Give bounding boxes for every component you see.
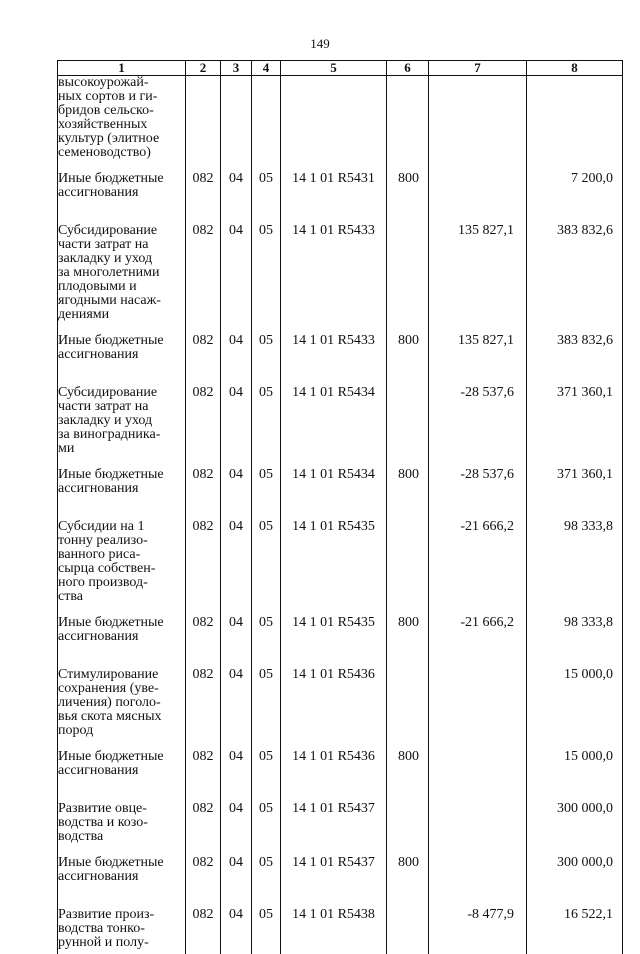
cell-col-5: 14 1 01 R5438 bbox=[281, 908, 387, 954]
cell-col-3 bbox=[221, 76, 252, 173]
cell-col-8: 7 200,0 bbox=[527, 172, 623, 224]
row-name-line: водства и козо- bbox=[58, 815, 148, 830]
cell-col-6 bbox=[387, 76, 429, 173]
cell-col-4: 05 bbox=[252, 172, 281, 224]
table-row bbox=[58, 224, 623, 334]
cell-col-8: 98 333,8 bbox=[527, 520, 623, 616]
row-name-line: ми bbox=[58, 441, 75, 456]
cell-col-5: 14 1 01 R5431 bbox=[281, 172, 387, 224]
row-name-line: ассигнования bbox=[58, 869, 139, 884]
row-name-line: Субсидирование bbox=[58, 223, 158, 238]
col-header-3: 3 bbox=[221, 61, 252, 76]
cell-col-3: 04 bbox=[221, 468, 252, 520]
cell-col-6: 800 bbox=[387, 468, 429, 520]
cell-col-5 bbox=[281, 76, 387, 173]
cell-col-4: 05 bbox=[252, 750, 281, 802]
table-row bbox=[58, 856, 623, 908]
cell-col-2: 082 bbox=[186, 172, 221, 224]
row-name-line: водства bbox=[58, 829, 104, 844]
cell-col-8: 16 522,1 bbox=[527, 908, 623, 954]
cell-col-3: 04 bbox=[221, 908, 252, 954]
col-header-8: 8 bbox=[527, 61, 623, 76]
cell-col-7: 135 827,1 bbox=[429, 334, 527, 386]
row-name-line: части затрат на bbox=[58, 399, 149, 414]
row-name-line: Стимулирование bbox=[58, 667, 159, 682]
cell-col-6: 800 bbox=[387, 856, 429, 908]
row-name-cell bbox=[58, 802, 186, 856]
table-row bbox=[58, 750, 623, 802]
row-name-line: Субсидии на 1 bbox=[58, 519, 145, 534]
cell-col-5: 14 1 01 R5437 bbox=[281, 802, 387, 856]
row-name-line: культур (элитное bbox=[58, 131, 160, 146]
cell-col-4: 05 bbox=[252, 802, 281, 856]
cell-col-3: 04 bbox=[221, 334, 252, 386]
col-header-1: 1 bbox=[58, 61, 186, 76]
cell-col-5: 14 1 01 R5435 bbox=[281, 616, 387, 668]
cell-col-3: 04 bbox=[221, 224, 252, 334]
cell-col-8: 371 360,1 bbox=[527, 386, 623, 468]
table-row bbox=[58, 386, 623, 468]
row-name-line: за многолетними bbox=[58, 265, 160, 280]
row-name-line: части затрат на bbox=[58, 237, 149, 252]
cell-col-7: -28 537,6 bbox=[429, 468, 527, 520]
cell-col-4: 05 bbox=[252, 856, 281, 908]
cell-col-5: 14 1 01 R5434 bbox=[281, 468, 387, 520]
cell-col-3: 04 bbox=[221, 616, 252, 668]
cell-col-2: 082 bbox=[186, 802, 221, 856]
cell-col-5: 14 1 01 R5433 bbox=[281, 334, 387, 386]
cell-col-3: 04 bbox=[221, 802, 252, 856]
row-name-line: Иные бюджетные bbox=[58, 333, 164, 348]
row-name-line: водства тонко- bbox=[58, 921, 145, 936]
row-name-cell bbox=[58, 172, 186, 224]
table-row bbox=[58, 468, 623, 520]
row-name-cell bbox=[58, 386, 186, 468]
row-name-cell bbox=[58, 334, 186, 386]
cell-col-2: 082 bbox=[186, 520, 221, 616]
row-name-line: ства bbox=[58, 589, 83, 604]
row-name-line: сырца собствен- bbox=[58, 561, 156, 576]
cell-col-7: -28 537,6 bbox=[429, 386, 527, 468]
cell-col-6: 800 bbox=[387, 750, 429, 802]
cell-col-7: -8 477,9 bbox=[429, 908, 527, 954]
cell-col-6 bbox=[387, 668, 429, 750]
cell-col-4: 05 bbox=[252, 468, 281, 520]
row-name-line: Субсидирование bbox=[58, 385, 158, 400]
row-name-line: ассигнования bbox=[58, 347, 139, 362]
cell-col-5: 14 1 01 R5435 bbox=[281, 520, 387, 616]
row-name-line: пород bbox=[58, 723, 94, 738]
table-row bbox=[58, 616, 623, 668]
table-row bbox=[58, 334, 623, 386]
table-row bbox=[58, 802, 623, 856]
row-name-cell bbox=[58, 520, 186, 616]
cell-col-8 bbox=[527, 76, 623, 173]
cell-col-8: 15 000,0 bbox=[527, 750, 623, 802]
row-name-line: ного производ- bbox=[58, 575, 148, 590]
cell-col-3: 04 bbox=[221, 172, 252, 224]
cell-col-2: 082 bbox=[186, 334, 221, 386]
table-row bbox=[58, 668, 623, 750]
row-name-line: ванного риса- bbox=[58, 547, 141, 562]
row-name-cell bbox=[58, 616, 186, 668]
cell-col-6 bbox=[387, 908, 429, 954]
cell-col-4: 05 bbox=[252, 908, 281, 954]
row-name-line: за виноградника- bbox=[58, 427, 161, 442]
cell-col-5: 14 1 01 R5434 bbox=[281, 386, 387, 468]
row-name-cell bbox=[58, 76, 186, 173]
cell-col-6: 800 bbox=[387, 172, 429, 224]
cell-col-4: 05 bbox=[252, 616, 281, 668]
row-name-line: ассигнования bbox=[58, 763, 139, 778]
cell-col-7 bbox=[429, 750, 527, 802]
cell-col-4 bbox=[252, 76, 281, 173]
col-header-4: 4 bbox=[252, 61, 281, 76]
cell-col-5: 14 1 01 R5437 bbox=[281, 856, 387, 908]
cell-col-3: 04 bbox=[221, 856, 252, 908]
row-name-line: Иные бюджетные bbox=[58, 171, 164, 186]
row-name-line: закладку и уход bbox=[58, 251, 153, 266]
row-name-line: ассигнования bbox=[58, 481, 139, 496]
cell-col-8: 98 333,8 bbox=[527, 616, 623, 668]
row-name-line: ных сортов и ги- bbox=[58, 89, 158, 104]
cell-col-2: 082 bbox=[186, 856, 221, 908]
budget-table bbox=[57, 60, 623, 954]
col-header-2: 2 bbox=[186, 61, 221, 76]
cell-col-7 bbox=[429, 172, 527, 224]
cell-col-7: -21 666,2 bbox=[429, 520, 527, 616]
row-name-line: Иные бюджетные bbox=[58, 749, 164, 764]
row-name-line: бридов сельско- bbox=[58, 103, 154, 118]
cell-col-7 bbox=[429, 668, 527, 750]
cell-col-7: -21 666,2 bbox=[429, 616, 527, 668]
table-row bbox=[58, 908, 623, 954]
cell-col-7 bbox=[429, 76, 527, 173]
col-header-5: 5 bbox=[281, 61, 387, 76]
row-name-cell bbox=[58, 908, 186, 954]
cell-col-6 bbox=[387, 520, 429, 616]
cell-col-4: 05 bbox=[252, 520, 281, 616]
cell-col-8: 383 832,6 bbox=[527, 334, 623, 386]
col-header-7: 7 bbox=[429, 61, 527, 76]
row-name-line: дениями bbox=[58, 307, 110, 322]
cell-col-2: 082 bbox=[186, 750, 221, 802]
cell-col-4: 05 bbox=[252, 668, 281, 750]
row-name-line: плодовыми и bbox=[58, 279, 137, 294]
cell-col-7 bbox=[429, 856, 527, 908]
table-row bbox=[58, 172, 623, 224]
cell-col-2 bbox=[186, 76, 221, 173]
row-name-cell bbox=[58, 856, 186, 908]
row-name-line: Иные бюджетные bbox=[58, 615, 164, 630]
header-row bbox=[58, 61, 623, 76]
row-name-line: тонну реализо- bbox=[58, 533, 148, 548]
row-name-line: семеноводство) bbox=[58, 145, 151, 160]
cell-col-2: 082 bbox=[186, 224, 221, 334]
row-name-line: личения) поголо- bbox=[58, 695, 161, 710]
cell-col-3: 04 bbox=[221, 668, 252, 750]
cell-col-8: 300 000,0 bbox=[527, 856, 623, 908]
cell-col-7 bbox=[429, 802, 527, 856]
cell-col-4: 05 bbox=[252, 386, 281, 468]
cell-col-4: 05 bbox=[252, 334, 281, 386]
row-name-line: ассигнования bbox=[58, 629, 139, 644]
cell-col-5: 14 1 01 R5436 bbox=[281, 750, 387, 802]
cell-col-2: 082 bbox=[186, 908, 221, 954]
cell-col-2: 082 bbox=[186, 668, 221, 750]
row-name-line: Иные бюджетные bbox=[58, 467, 164, 482]
row-name-cell bbox=[58, 668, 186, 750]
table-row bbox=[58, 520, 623, 616]
row-name-line: закладку и уход bbox=[58, 413, 153, 428]
cell-col-8: 371 360,1 bbox=[527, 468, 623, 520]
cell-col-4: 05 bbox=[252, 224, 281, 334]
row-name-line: рунной и полу- bbox=[58, 935, 149, 950]
cell-col-7: 135 827,1 bbox=[429, 224, 527, 334]
cell-col-6 bbox=[387, 802, 429, 856]
cell-col-8: 383 832,6 bbox=[527, 224, 623, 334]
cell-col-3: 04 bbox=[221, 750, 252, 802]
row-name-line: высокоурожай- bbox=[58, 75, 149, 90]
cell-col-5: 14 1 01 R5436 bbox=[281, 668, 387, 750]
table-row bbox=[58, 76, 623, 173]
row-name-line: сохранения (уве- bbox=[58, 681, 159, 696]
cell-col-2: 082 bbox=[186, 386, 221, 468]
cell-col-3: 04 bbox=[221, 520, 252, 616]
page-number: 149 bbox=[310, 36, 330, 51]
row-name-line: Развитие овце- bbox=[58, 801, 147, 816]
cell-col-2: 082 bbox=[186, 468, 221, 520]
row-name-line: хозяйственных bbox=[58, 117, 148, 132]
cell-col-8: 300 000,0 bbox=[527, 802, 623, 856]
row-name-line: вья скота мясных bbox=[58, 709, 162, 724]
cell-col-6 bbox=[387, 224, 429, 334]
cell-col-8: 15 000,0 bbox=[527, 668, 623, 750]
row-name-cell bbox=[58, 750, 186, 802]
cell-col-6: 800 bbox=[387, 334, 429, 386]
row-name-line: ассигнования bbox=[58, 185, 139, 200]
row-name-line: Развитие произ- bbox=[58, 907, 155, 922]
cell-col-5: 14 1 01 R5433 bbox=[281, 224, 387, 334]
row-name-cell bbox=[58, 224, 186, 334]
row-name-line: ягодными насаж- bbox=[58, 293, 161, 308]
cell-col-6 bbox=[387, 386, 429, 468]
cell-col-3: 04 bbox=[221, 386, 252, 468]
col-header-6: 6 bbox=[387, 61, 429, 76]
row-name-line: Иные бюджетные bbox=[58, 855, 164, 870]
cell-col-2: 082 bbox=[186, 616, 221, 668]
cell-col-6: 800 bbox=[387, 616, 429, 668]
row-name-cell bbox=[58, 468, 186, 520]
